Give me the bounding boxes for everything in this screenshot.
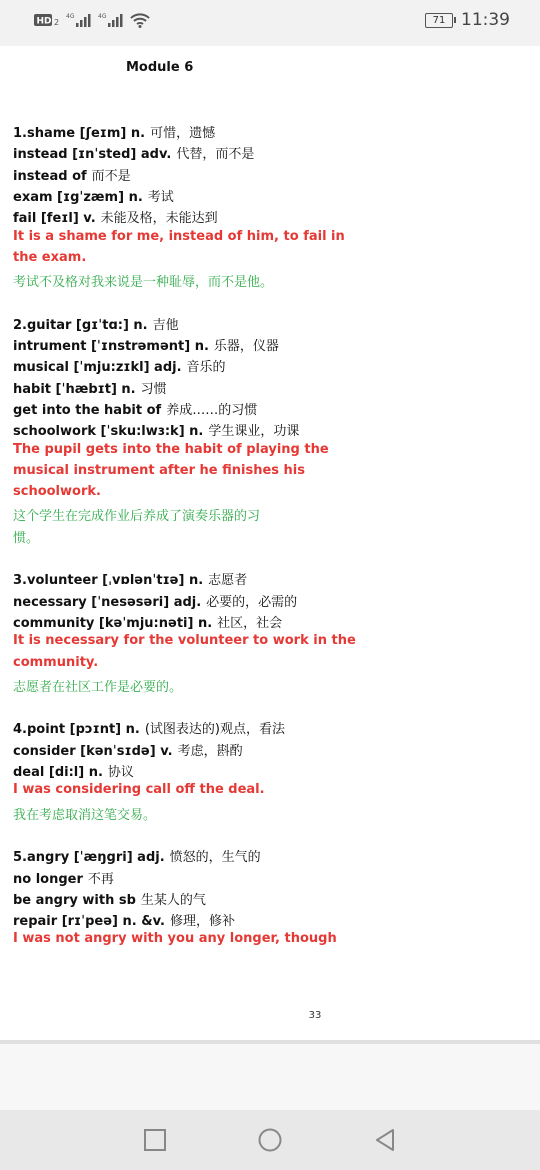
example-sentence: It is necessary for the volunteer to work in the <box>13 633 356 649</box>
hd-icon <box>34 13 60 27</box>
vocab-meaning: 考试 <box>147 189 174 205</box>
vocab-entry <box>13 420 299 439</box>
vocab-entry <box>13 889 206 908</box>
wifi-icon <box>130 12 150 28</box>
vocab-entry <box>13 761 134 780</box>
status-right <box>425 10 510 30</box>
vocab-meaning: 吉他 <box>152 317 179 333</box>
vocab-entry <box>13 868 114 887</box>
module-title: Module 6 <box>126 60 194 75</box>
vocab-meaning: 代替，而不是 <box>176 147 255 163</box>
vocab-meaning: 未能及格，未能达到 <box>100 211 218 227</box>
translation: 惯。 <box>13 530 40 546</box>
status-bar <box>0 0 540 46</box>
vocab-entry <box>13 591 297 610</box>
vocab-entry <box>13 378 167 397</box>
signal-4g-icon <box>98 12 124 28</box>
vocab-word: instead [ɪnˈsted] adv. <box>13 147 172 163</box>
example-sentence: the exam. <box>13 249 87 265</box>
vocab-meaning: 考虑，斟酌 <box>177 743 243 759</box>
vocab-meaning: 不再 <box>87 871 114 887</box>
translation: 我在考虑取消这笔交易。 <box>13 807 157 823</box>
example-sentence: I was considering call off the deal. <box>13 782 265 798</box>
page-number: 33 <box>308 1010 322 1021</box>
vocab-meaning: 学生课业，功课 <box>208 424 300 440</box>
svg-text:4G: 4G <box>98 13 107 20</box>
vocab-entry <box>13 740 243 759</box>
vocab-entry <box>13 207 218 226</box>
vocab-word: repair [rɪˈpeə] n. &v. <box>13 914 165 930</box>
vocab-entry <box>13 165 131 184</box>
signal-4g-icon <box>66 12 92 28</box>
vocab-word: be angry with sb <box>13 892 136 908</box>
vocab-meaning: 生某人的气 <box>140 892 206 908</box>
svg-text:HD: HD <box>36 16 52 27</box>
translation: 志愿者在社区工作是必要的。 <box>13 679 183 695</box>
vocab-word: instead of <box>13 168 87 184</box>
vocab-meaning: 音乐的 <box>186 360 226 376</box>
vocab-word: intrument [ˈɪnstrəmənt] n. <box>13 339 209 354</box>
vocab-meaning: 协议 <box>107 765 134 780</box>
vocab-meaning: 养成……的习惯 <box>166 402 258 418</box>
navigation-bar <box>0 1110 540 1170</box>
clock: 11:39 <box>461 10 510 30</box>
example-sentence: schoolwork. <box>13 484 101 500</box>
recent-apps-icon[interactable] <box>143 1128 167 1152</box>
vocab-word: community [kəˈmju:nəti] n. <box>13 615 213 631</box>
vocab-meaning: 而不是 <box>91 168 131 184</box>
vocab-entry <box>13 612 282 631</box>
vocab-word: no longer <box>13 871 83 887</box>
battery-icon <box>425 13 453 28</box>
translation: 考试不及格对我来说是一种耻辱，而不是他。 <box>13 275 274 291</box>
vocab-entry <box>13 335 279 354</box>
vocab-word: 2.guitar [gɪˈtɑ:] n. <box>13 317 148 333</box>
example-sentence: The pupil gets into the habit of playing the <box>13 441 329 457</box>
vocab-meaning: 修理，修补 <box>169 914 235 930</box>
status-icons <box>34 12 150 28</box>
vocab-word: consider [kənˈsɪdə] v. <box>13 743 173 759</box>
back-icon[interactable] <box>373 1128 397 1152</box>
vocab-entry <box>13 356 226 375</box>
vocab-entry <box>13 569 247 588</box>
vocab-entry <box>13 143 254 162</box>
vocab-entry <box>13 122 215 141</box>
home-icon[interactable] <box>258 1128 282 1152</box>
example-sentence: It is a shame for me, instead of him, to fail in <box>13 228 345 244</box>
vocab-word: necessary [ˈnesəsəri] adj. <box>13 594 202 610</box>
example-sentence: community. <box>13 654 99 670</box>
vocab-meaning: 社区，社会 <box>217 615 283 631</box>
example-sentence: I was not angry with you any longer, though <box>13 931 337 947</box>
vocab-word: 1.shame [ʃeɪm] n. <box>13 126 146 141</box>
vocab-word: musical [ˈmju:zɪkl] adj. <box>13 360 182 376</box>
document-page[interactable] <box>0 46 540 1040</box>
vocab-word: habit [ˈhæbɪt] n. <box>13 381 136 397</box>
vocab-word: get into the habit of <box>13 402 162 418</box>
vocab-word: deal [di:l] n. <box>13 765 103 780</box>
vocab-meaning: 乐器，仪器 <box>213 339 279 354</box>
vocab-word: 3.volunteer [ˌvɒlənˈtɪə] n. <box>13 573 204 589</box>
vocab-word: 4.point [pɔɪnt] n. <box>13 722 140 738</box>
vocab-entry <box>13 186 174 205</box>
vocab-meaning: 可惜，遗憾 <box>150 126 216 141</box>
page-gap <box>0 1040 540 1114</box>
vocab-word: exam [ɪgˈzæm] n. <box>13 189 143 205</box>
vocab-word: schoolwork [ˈsku:lwɜ:k] n. <box>13 424 204 440</box>
vocab-meaning: 必要的，必需的 <box>206 594 298 610</box>
battery-level: 71 <box>432 14 446 26</box>
vocab-meaning: 愤怒的，生气的 <box>169 850 261 866</box>
vocab-word: 5.angry [ˈæŋgri] adj. <box>13 850 165 866</box>
example-sentence: musical instrument after he finishes his <box>13 462 306 478</box>
vocab-entry <box>13 314 179 333</box>
svg-text:2: 2 <box>54 18 60 27</box>
vocab-entry <box>13 399 257 418</box>
vocab-entry <box>13 718 285 737</box>
svg-text:4G: 4G <box>66 13 75 20</box>
vocab-word: fail [feɪl] v. <box>13 211 96 227</box>
vocab-entry <box>13 910 235 929</box>
vocab-entry <box>13 846 261 865</box>
translation: 这个学生在完成作业后养成了演奏乐器的习 <box>13 509 261 525</box>
vocab-meaning: (试图表达的)观点，看法 <box>144 722 286 738</box>
vocab-meaning: 习惯 <box>140 381 167 397</box>
vocab-meaning: 志愿者 <box>208 573 248 589</box>
